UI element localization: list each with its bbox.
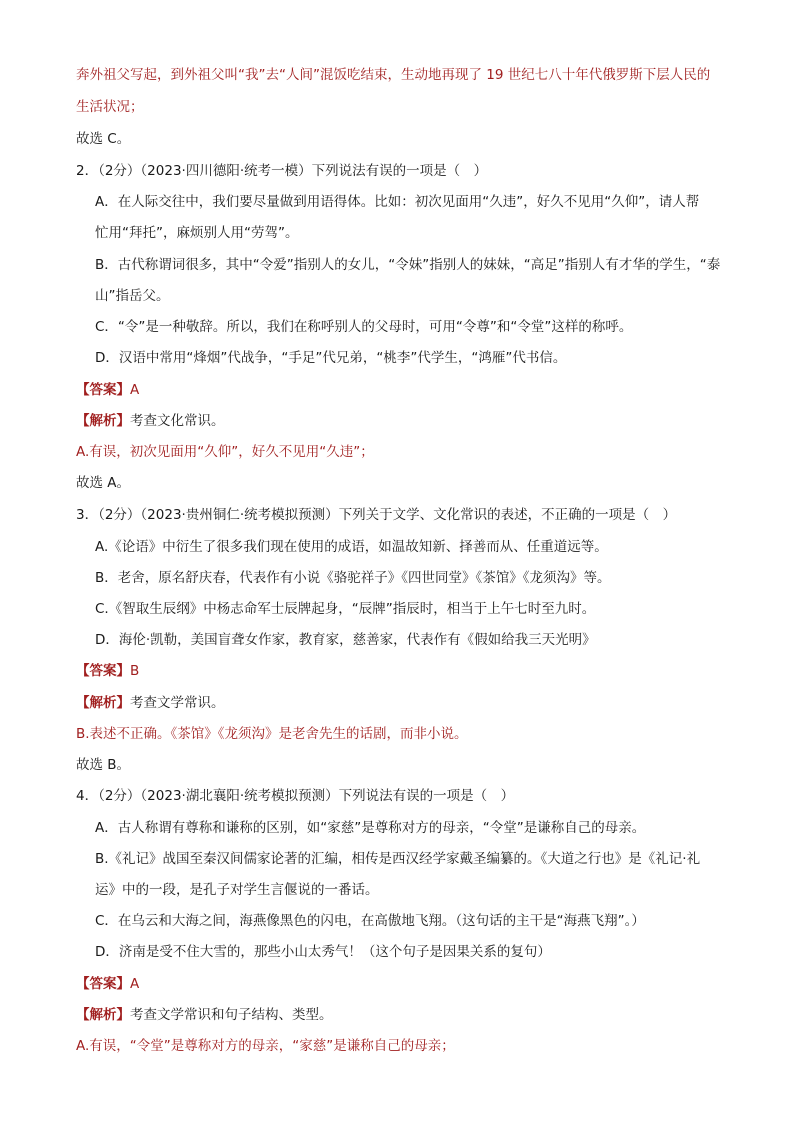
analysis-text: 考查文学常识。 <box>130 695 225 711</box>
q3-conclusion: 故选 B。 <box>76 757 131 773</box>
answer-value: A <box>130 382 140 398</box>
q2-explanation: A.有误，初次见面用“久仰”，好久不见用“久违”； <box>76 444 374 460</box>
q4-explanation: A.有误，“令堂”是尊称对方的母亲，“家慈”是谦称自己的母亲； <box>76 1038 455 1054</box>
q3-option-a: A.《论语》中衍生了很多我们现在使用的成语，如温故知新、择善而从、任重道远等。 <box>95 539 608 555</box>
answer-value: B <box>130 663 140 679</box>
answer-label: 【答案】 <box>76 663 130 679</box>
q3-analysis <box>76 694 225 712</box>
q3-answer <box>76 662 139 680</box>
q4-stem: 4．（2分）（2023·湖北襄阳·统考模拟预测）下列说法有误的一项是（ ） <box>76 788 515 804</box>
q2-stem: 2．（2分）（2023·四川德阳·统考一模）下列说法有误的一项是（ ） <box>76 163 488 179</box>
q2-option-c: C．“令”是一种敬辞。所以，我们在称呼别人的父母时，可用“令尊”和“令堂”这样的称呼。 <box>95 319 633 335</box>
q2-answer <box>76 381 139 399</box>
q2-option-a-line1: A．在人际交往中，我们要尽量做到用语得体。比如：初次见面用“久违”，好久不见用“久仰”，请人帮 <box>95 194 700 210</box>
q4-option-d: D．济南是受不住大雪的，那些小山太秀气！（这个句子是因果关系的复句） <box>95 944 551 960</box>
q2-conclusion: 故选 A。 <box>76 475 131 491</box>
q3-stem: 3．（2分）（2023·贵州铜仁·统考模拟预测）下列关于文学、文化常识的表述，不正确的一项是（ ） <box>76 507 677 523</box>
intro-line-1: 奔外祖父写起，到外祖父叫“我”去“人间”混饭吃结束，生动地再现了 19 世纪七八十年代俄罗斯下层人民的 <box>76 67 711 83</box>
analysis-text: 考查文化常识。 <box>130 413 225 429</box>
q3-explanation: B.表述不正确。《茶馆》《龙须沟》是老舍先生的话剧，而非小说。 <box>76 726 468 742</box>
q4-analysis <box>76 1006 333 1024</box>
q4-option-a: A．古人称谓有尊称和谦称的区别，如“家慈”是尊称对方的母亲，“令堂”是谦称自己的母亲。 <box>95 820 646 836</box>
answer-label: 【答案】 <box>76 382 130 398</box>
q4-option-c: C．在乌云和大海之间，海燕像黑色的闪电，在高傲地飞翔。（这句话的主干是“海燕飞翔”。） <box>95 913 645 929</box>
intro-conclusion: 故选 C。 <box>76 131 131 147</box>
q2-option-a-line2: 忙用“拜托”，麻烦别人用“劳驾”。 <box>95 225 299 241</box>
intro-line-2: 生活状况； <box>76 99 144 115</box>
q3-option-c: C.《智取生辰纲》中杨志命军士辰牌起身，“辰牌”指辰时，相当于上午七时至九时。 <box>95 601 596 617</box>
analysis-text: 考查文学常识和句子结构、类型。 <box>130 1007 333 1023</box>
q4-answer <box>76 975 139 993</box>
q2-option-b-line2: 山”指岳父。 <box>95 288 170 304</box>
analysis-label: 【解析】 <box>76 695 130 711</box>
analysis-label: 【解析】 <box>76 1007 130 1023</box>
q3-option-d: D．海伦·凯勒，美国盲聋女作家，教育家，慈善家，代表作有《假如给我三天光明》 <box>95 632 596 648</box>
analysis-label: 【解析】 <box>76 413 130 429</box>
q2-option-d: D．汉语中常用“烽烟”代战争，“手足”代兄弟，“桃李”代学生，“鸿雁”代书信。 <box>95 350 567 366</box>
q4-option-b-line1: B.《礼记》战国至秦汉间儒家论著的汇编，相传是西汉经学家戴圣编纂的。《大道之行也》是《礼记·礼 <box>95 851 701 867</box>
q3-option-b: B．老舍，原名舒庆春，代表作有小说《骆驼祥子》《四世同堂》《茶馆》《龙须沟》等。 <box>95 570 611 586</box>
answer-value: A <box>130 976 140 992</box>
q2-analysis <box>76 412 225 430</box>
answer-label: 【答案】 <box>76 976 130 992</box>
q4-option-b-line2: 运》中的一段，是孔子对学生言偃说的一番话。 <box>95 882 379 898</box>
q2-option-b-line1: B．古代称谓词很多，其中“令爱”指别人的女儿，“令妹”指别人的妹妹，“高足”指别人有才华的学生，“泰 <box>95 257 721 273</box>
